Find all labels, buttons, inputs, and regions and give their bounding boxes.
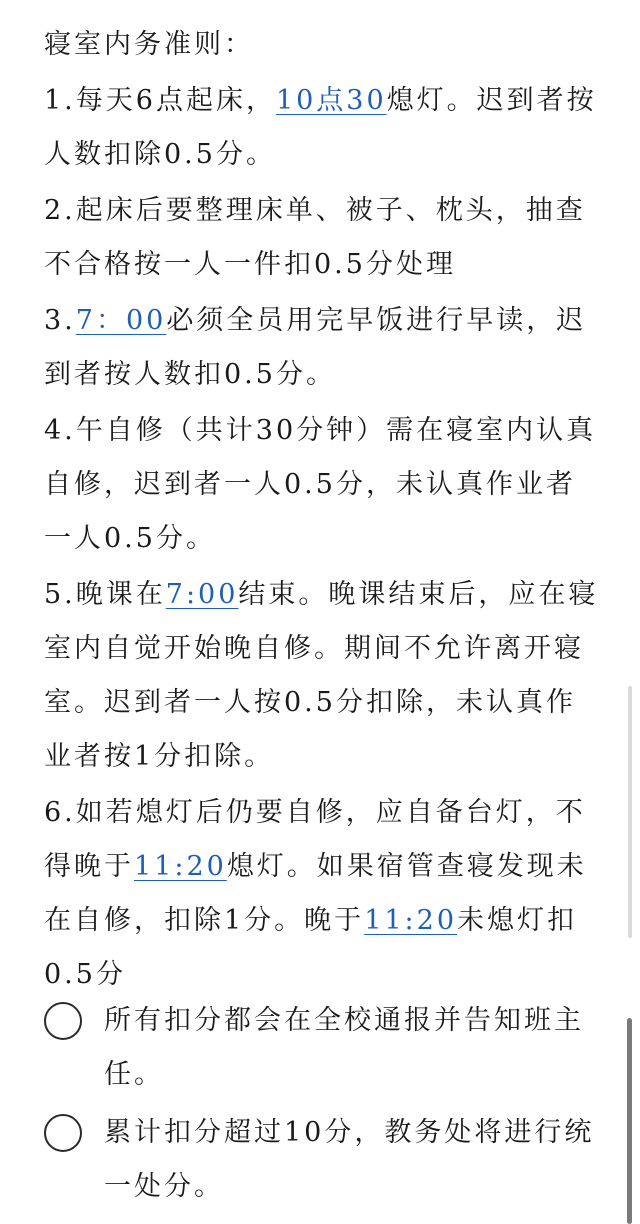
note-title: 寝室内务准则： <box>44 29 254 60</box>
rule-2 <box>44 184 600 292</box>
rule-3 <box>44 294 600 402</box>
checklist-item-text: 所有扣分都会在全校通报并告知班主任。 <box>104 1005 584 1090</box>
rule-5-text-after: 结束。晚课结束后，应在寝室内自觉开始晚自修。期间不允许离开寝室。迟到者一人按0.5分扣除，未认真作业者按1分扣除。 <box>44 579 599 772</box>
rule-6-text: 6.如若熄灯后仍要自修，应自备台灯，不得晚于 <box>44 797 586 882</box>
rule-1-text-after: 熄灯。迟到者按人数扣除0.5分。 <box>44 85 597 170</box>
rule-4-text: 4.午自修（共计30分钟）需在寝室内认真自修，迟到者一人0.5分，未认真作业者一人0.5分。 <box>44 415 597 554</box>
rule-1-text: 1.每天6点起床， <box>44 85 276 116</box>
checkbox-circle[interactable] <box>44 1002 82 1040</box>
rule-2-text: 2.起床后要整理床单、被子、枕头，抽查不合格按一人一件扣0.5分处理 <box>44 195 586 280</box>
checkbox-circle[interactable] <box>44 1114 82 1152</box>
rule-3-time-link[interactable]: 7：00 <box>75 305 167 336</box>
checklist-item <box>44 1106 600 1214</box>
note-body <box>44 18 600 1004</box>
checklist <box>44 994 600 1218</box>
scrollbar-track[interactable] <box>628 686 632 938</box>
rule-6-text-end: 未熄灯扣0.5分 <box>44 905 577 990</box>
rule-1 <box>44 74 600 182</box>
scrollbar-thumb[interactable] <box>627 1018 632 1224</box>
checklist-item <box>44 994 600 1102</box>
rule-3-text-after: 必须全员用完早饭进行早读，迟到者按人数扣0.5分。 <box>44 305 587 390</box>
rule-3-text: 3. <box>44 305 76 336</box>
rule-5-text: 5.晚课在 <box>44 579 166 610</box>
rule-5 <box>44 568 600 784</box>
rule-6 <box>44 786 600 1002</box>
rule-4 <box>44 404 600 566</box>
rule-1-time-link[interactable]: 10点30 <box>275 85 387 116</box>
rule-6-text-middle: 熄灯。如果宿管查寝发现未在自修，扣除1分。晚于 <box>44 851 587 936</box>
rule-5-time-link[interactable]: 7:00 <box>165 579 239 610</box>
rule-6-time-link[interactable]: 11:20 <box>134 851 227 882</box>
rule-6-time-link-2[interactable]: 11:20 <box>364 905 457 936</box>
checklist-item-text: 累计扣分超过10分，教务处将进行统一处分。 <box>104 1117 595 1202</box>
